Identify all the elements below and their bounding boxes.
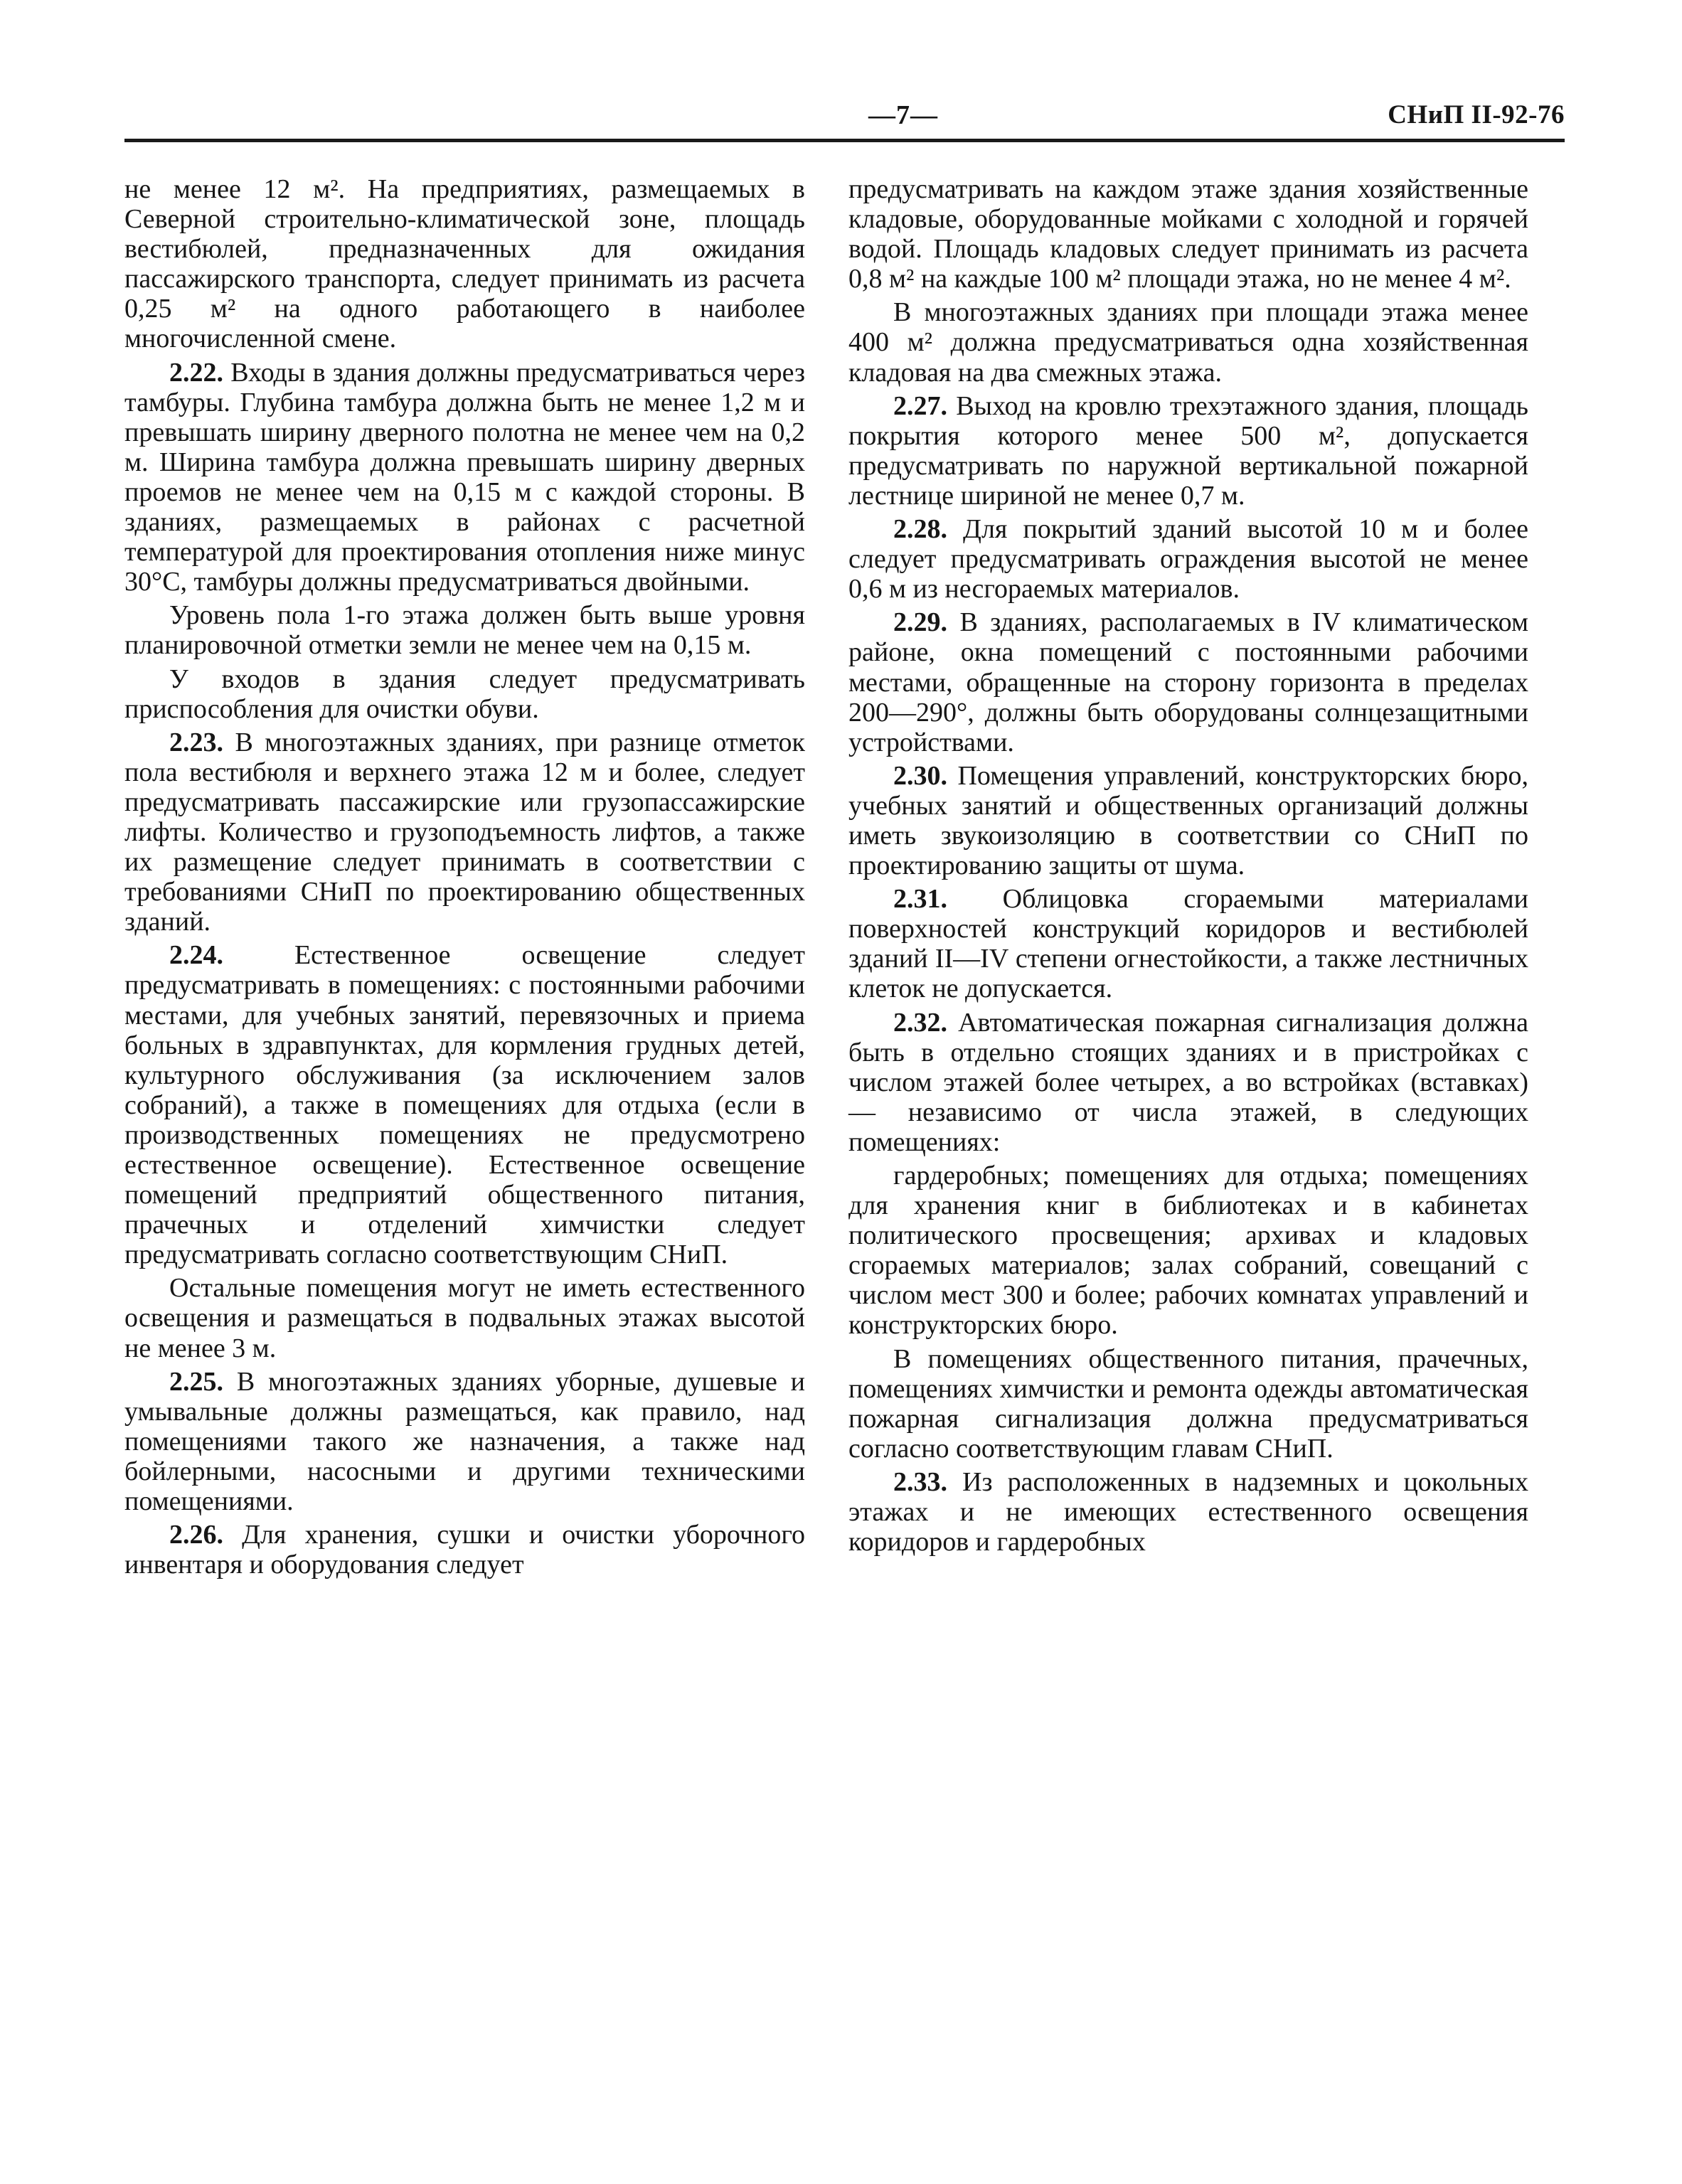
clause-number: 2.25. — [169, 1366, 223, 1397]
clause-number: 2.28. — [893, 514, 947, 545]
document-code: СНиП II-92-76 — [1388, 100, 1565, 129]
clause-number: 2.33. — [893, 1466, 947, 1497]
clause-number: 2.31. — [893, 884, 947, 915]
paragraph: Остальные помещения могут не иметь естественного освещения и размещаться в подвальных этажах высотой не менее 3 м. — [124, 1273, 805, 1363]
clause-number: 2.26. — [169, 1520, 223, 1550]
clause-2-23: 2.23. В многоэтажных зданиях, при разнице отметок пола вестибюля и верхнего этажа 12 м и более, следует предусматривать пассажирские или грузопассажирские лифты. Количество и грузоподъемность лифтов, а также их размещение следует принимать в соответствии с требованиями СНиП по проектированию общественных зданий. — [124, 727, 805, 937]
clause-2-26: 2.26. Для хранения, сушки и очистки уборочного инвентаря и оборудования следует — [124, 1520, 806, 1580]
clause-number: 2.29. — [893, 607, 947, 638]
paragraph: не менее 12 м². На предприятиях, размещаемых в Северной строительно-климатической зоне, площадь вестибюлей, предназначенных для ожидания пассажирского транспорта, следует принимать из расчета 0,25 м² на одного работающего в наиболее многочисленной смене. — [124, 174, 805, 354]
clause-2-22: 2.22. Входы в здания должны предусматриваться через тамбуры. Глубина тамбура должна быть не менее 1,2 м и превышать ширину дверного полотна не менее чем на 0,2 м. Ширина тамбура должна превышать ширину дверных проемов не менее чем на 0,15 м с каждой стороны. В зданиях, размещаемых в районах с расчетной температурой для проектирования отопления ниже минус 30°С, тамбуры должны предусматриваться двойными. — [124, 357, 805, 597]
clause-2-27: 2.27. Выход на кровлю трехэтажного здания, площадь покрытия которого менее 500 м², допускается предусматривать по наружной вертикальной пожарной лестнице шириной не менее 0,7 м. — [848, 390, 1528, 511]
clause-number: 2.27. — [893, 390, 947, 421]
paragraph: В помещениях общественного питания, прачечных, помещениях химчистки и ремонта одежды автоматическая пожарная сигнализация должна предусматриваться согласно соответствующим главам СНиП. — [848, 1343, 1528, 1464]
left-column — [124, 174, 805, 1583]
clause-2-33: 2.33. Из расположенных в надземных и цокольных этажах и не имеющих естественного освещения коридоров и гардеробных — [848, 1466, 1528, 1557]
clause-2-28: 2.28. Для покрытий зданий высотой 10 м и более следует предусматривать ограждения высотой не менее 0,6 м из несгораемых материалов. — [848, 514, 1528, 604]
paragraph: Уровень пола 1-го этажа должен быть выше уровня планировочной отметки земли не менее чем на 0,15 м. — [124, 600, 805, 661]
paragraph: У входов в здания следует предусматривать приспособления для очистки обуви. — [124, 664, 805, 724]
clause-number: 2.24. — [169, 940, 223, 971]
paragraph: гардеробных; помещениях для отдыха; помещениях для хранения книг в библиотеках и в кабинетах политического просвещения; архивах и кладовых сгораемых материалов; залах собраний, совещаний с числом мест 300 и более; рабочих комнатах управлений и конструкторских бюро. — [848, 1161, 1528, 1341]
paragraph: предусматривать на каждом этаже здания хозяйственные кладовые, оборудованные мойками с холодной и горячей водой. Площадь кладовых следует принимать из расчета 0,8 м² на каждые 100 м² площади этажа, но не менее 4 м². — [848, 174, 1528, 294]
right-column — [848, 174, 1528, 1560]
page-header — [124, 100, 1565, 142]
clause-2-31: 2.31. Облицовка сгораемыми материалами поверхностей конструкций коридоров и вестибюлей зданий II—IV степени огнестойкости, а также лестничных клеток не допускается. — [848, 884, 1529, 1004]
clause-2-32: 2.32. Автоматическая пожарная сигнализация должна быть в отдельно стоящих зданиях и в пристройках с числом этажей более четырех, а во встройках (вставках) — независимо от числа этажей, в следующих помещениях: — [848, 1007, 1528, 1157]
clause-2-29: 2.29. В зданиях, располагаемых в IV климатическом районе, окна помещений с постоянными рабочими местами, обращенные на сторону горизонта в пределах 200—290°, должны быть оборудованы солнцезащитными устройствами. — [848, 607, 1528, 757]
clause-number: 2.23. — [169, 727, 223, 757]
page-number: —7— — [868, 100, 938, 130]
clause-2-30: 2.30. Помещения управлений, конструкторских бюро, учебных занятий и общественных организаций должны иметь звукоизоляцию в соответствии со СНиП по проектированию защиты от шума. — [848, 760, 1528, 881]
clause-number: 2.32. — [893, 1007, 947, 1038]
clause-number: 2.22. — [169, 357, 223, 388]
paragraph: В многоэтажных зданиях при площади этажа менее 400 м² должна предусматриваться одна хозяйственная кладовая на два смежных этажа. — [848, 297, 1528, 388]
header-rule — [124, 139, 1565, 142]
clause-number: 2.30. — [893, 760, 947, 791]
clause-2-24: 2.24. Естественное освещение следует предусматривать в помещениях: с постоянными рабочими местами, для учебных занятий, перевязочных и приема больных в здравпунктах, для кормления грудных детей, культурного обслуживания (за исключением залов собраний), а также в помещениях для отдыха (если в производственных помещениях не предусмотрено естественное освещение). Естественное освещение помещений предприятий общественного питания, прачечных и отделений химчистки следует предусматривать согласно соответствующим СНиП. — [124, 940, 806, 1270]
clause-2-25: 2.25. В многоэтажных зданиях уборные, душевые и умывальные должны размещаться, как правило, над помещениями такого же назначения, а также над бойлерными, насосными и другими техническими помещениями. — [124, 1366, 806, 1517]
